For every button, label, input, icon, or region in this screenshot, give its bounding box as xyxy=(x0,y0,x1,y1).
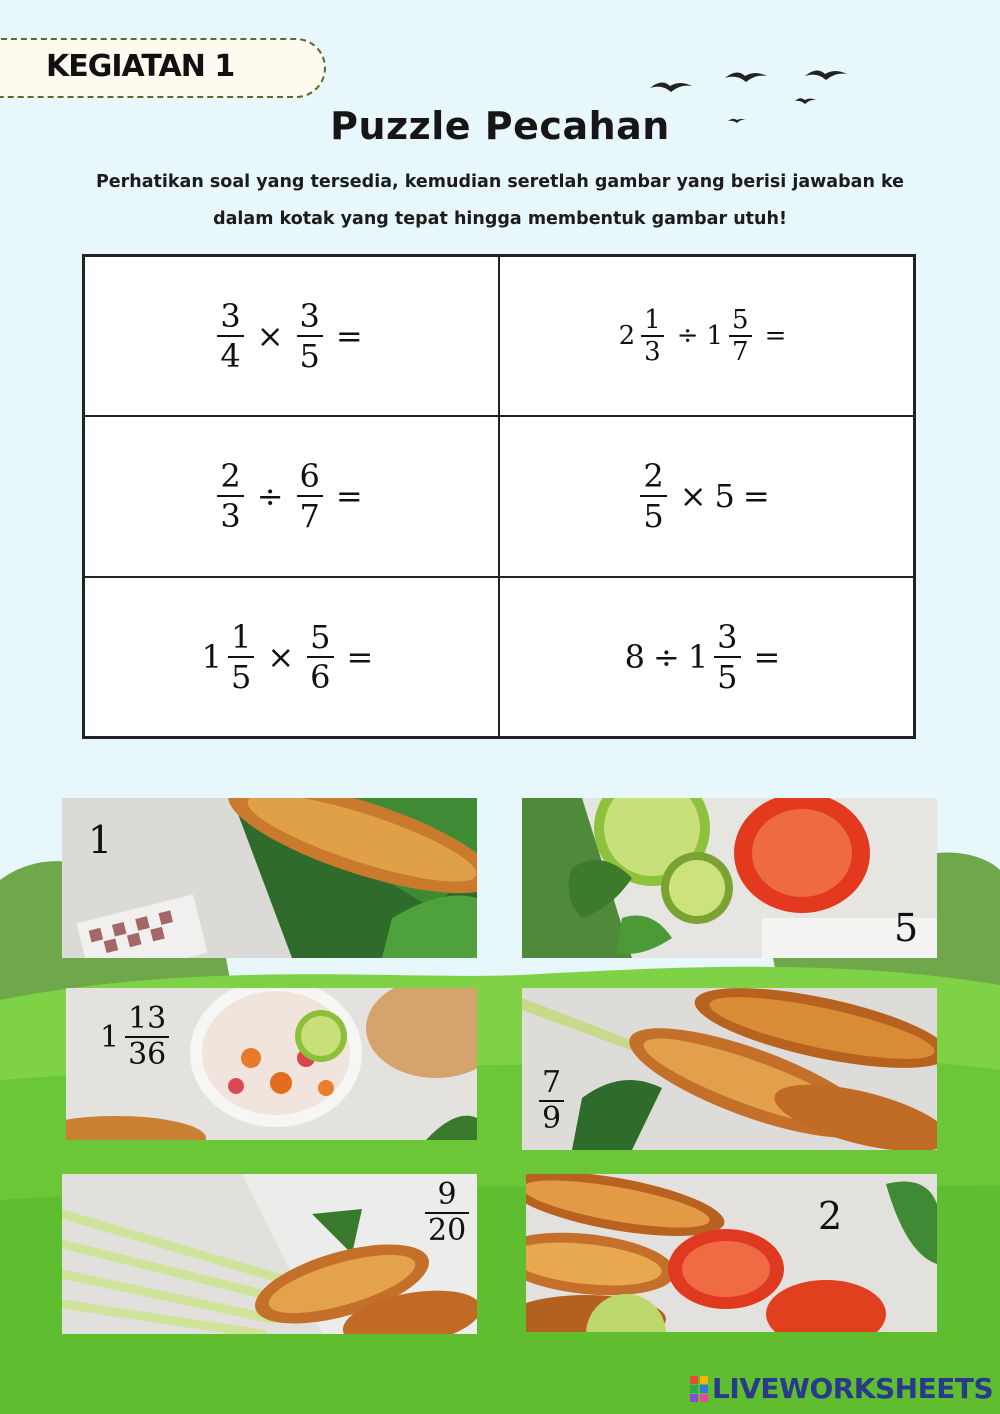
fraction xyxy=(729,305,752,367)
numerator: 5 xyxy=(310,617,331,656)
denominator: 7 xyxy=(297,495,323,535)
whole-number: 8 xyxy=(624,637,645,676)
activity-badge xyxy=(0,38,326,98)
denominator: 36 xyxy=(125,1036,169,1072)
fraction xyxy=(714,618,740,696)
fraction xyxy=(297,297,323,375)
sate-photo-piece xyxy=(62,798,477,958)
denominator: 5 xyxy=(228,656,254,696)
drop-zone-question-6[interactable] xyxy=(499,577,914,737)
tile-answer: 2 xyxy=(818,1194,843,1238)
whole-number: 1 xyxy=(201,637,222,676)
page-title: Puzzle Pecahan xyxy=(330,104,670,148)
tile-answer xyxy=(420,1178,474,1248)
equals-sign: = xyxy=(335,317,363,356)
numerator: 5 xyxy=(732,305,749,336)
operator: × xyxy=(679,477,707,516)
equals-sign: = xyxy=(742,477,770,516)
answer-tile-1[interactable] xyxy=(62,798,477,958)
answer-tile-6[interactable] xyxy=(526,1174,937,1332)
denominator: 20 xyxy=(425,1212,469,1248)
numerator: 3 xyxy=(299,297,320,336)
equals-sign: = xyxy=(346,637,374,676)
whole-number: 5 xyxy=(714,477,735,516)
fraction xyxy=(297,457,323,535)
fraction xyxy=(307,618,333,696)
denominator: 6 xyxy=(307,656,333,696)
answer-tile-3[interactable] xyxy=(66,988,477,1140)
sate-photo-piece xyxy=(62,1174,477,1334)
expression xyxy=(619,305,795,367)
liveworksheets-logo xyxy=(690,1372,993,1405)
fraction xyxy=(217,297,243,375)
numerator: 3 xyxy=(717,617,738,656)
sate-photo-piece xyxy=(522,988,937,1150)
drop-zone-question-4[interactable] xyxy=(499,416,914,576)
drop-zone-question-2[interactable] xyxy=(499,256,914,416)
numerator: 1 xyxy=(231,617,252,656)
tile-answer xyxy=(534,1066,569,1136)
numerator: 9 xyxy=(437,1177,457,1212)
numerator: 2 xyxy=(643,457,664,496)
denominator: 5 xyxy=(714,656,740,696)
drop-zone-question-5[interactable] xyxy=(84,577,499,737)
denominator: 5 xyxy=(297,335,323,375)
question-table xyxy=(82,254,916,739)
whole-number: 1 xyxy=(687,637,709,676)
whole-number: 1 xyxy=(100,1019,120,1055)
instruction-line-1: Perhatikan soal yang tersedia, kemudian seretlah gambar yang berisi jawaban ke xyxy=(95,172,905,192)
denominator: 7 xyxy=(729,335,752,367)
tile-answer: 1 xyxy=(88,818,113,862)
activity-label: KEGIATAN 1 xyxy=(46,49,235,84)
fraction xyxy=(641,305,664,367)
liveworksheets-logo-text: LIVEWORKSHEETS xyxy=(712,1372,994,1405)
numerator: 6 xyxy=(299,457,320,496)
expression xyxy=(212,297,370,375)
whole-number: 2 xyxy=(618,321,636,352)
fraction xyxy=(228,618,254,696)
liveworksheets-logo-icon xyxy=(690,1376,708,1402)
fraction xyxy=(125,1002,169,1072)
equals-sign: = xyxy=(764,321,787,352)
answer-tile-4[interactable] xyxy=(522,988,937,1150)
sate-photo-piece xyxy=(522,798,937,958)
operator: ÷ xyxy=(653,637,680,676)
fraction xyxy=(640,457,666,535)
drop-zone-question-1[interactable] xyxy=(84,256,499,416)
numerator: 13 xyxy=(128,1001,167,1036)
whole-number: 1 xyxy=(706,321,724,352)
expression xyxy=(635,457,777,535)
expression xyxy=(212,457,370,535)
answer-tile-2[interactable] xyxy=(522,798,937,958)
tile-answer: 5 xyxy=(894,906,919,950)
numerator: 2 xyxy=(220,457,241,496)
numerator: 3 xyxy=(220,297,241,336)
instruction-line-2: dalam kotak yang tepat hingga membentuk gambar utuh! xyxy=(213,209,787,229)
drop-zone-question-3[interactable] xyxy=(84,416,499,576)
operator: × xyxy=(267,637,295,676)
denominator: 9 xyxy=(539,1100,564,1136)
equals-sign: = xyxy=(335,477,363,516)
fraction xyxy=(425,1178,469,1248)
operator: ÷ xyxy=(676,321,699,352)
sate-photo-piece xyxy=(526,1174,937,1332)
denominator: 3 xyxy=(641,335,664,367)
fraction xyxy=(539,1066,564,1136)
denominator: 5 xyxy=(640,495,666,535)
operator: ÷ xyxy=(256,477,284,516)
equals-sign: = xyxy=(753,637,781,676)
numerator: 7 xyxy=(542,1065,562,1100)
numerator: 1 xyxy=(644,305,661,336)
denominator: 3 xyxy=(217,495,243,535)
expression xyxy=(625,618,789,696)
instructions xyxy=(40,164,960,238)
answer-tile-5[interactable] xyxy=(62,1174,477,1334)
operator: × xyxy=(256,317,284,356)
denominator: 4 xyxy=(217,335,243,375)
tile-answer xyxy=(100,1002,174,1072)
expression xyxy=(202,618,382,696)
fraction xyxy=(217,457,243,535)
